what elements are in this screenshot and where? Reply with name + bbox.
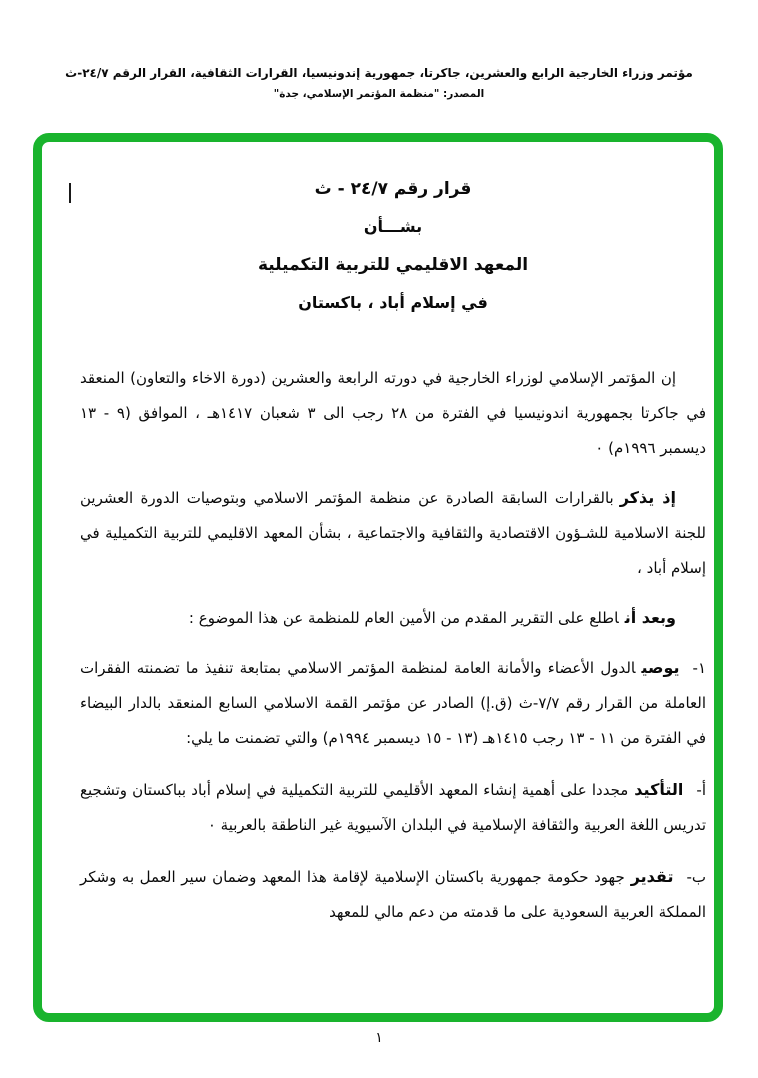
paragraph-lead: إذ يذكر: [619, 488, 676, 507]
resolution-regarding: بشـــأن: [363, 217, 423, 236]
scan-artifact-mark: [69, 183, 71, 203]
item-lead: يوصي: [641, 658, 680, 677]
numbered-item-1: [80, 650, 706, 756]
recalling-paragraph: [80, 480, 706, 586]
header-source-line: المصدر: "منظمة المؤتمر الإسلامي، جدة": [273, 88, 485, 100]
header-conference-line: مؤتمر وزراء الخارجية الرابع والعشرين، جاكرتا، جمهورية إندونيسيا، القرارات الثقافية، القرار الرقم ٢٤/٧-ث: [65, 66, 693, 80]
item-marker: ١-: [692, 659, 706, 677]
resolution-title: [80, 170, 706, 322]
resolution-subject: المعهد الاقليمي للتربية التكميلية: [257, 255, 529, 275]
item-text: مجددا على أهمية إنشاء المعهد الأقليمي للتربية التكميلية في إسلام أباد بباكستان وتشجيع تدريس اللغة العربية والثقافة الإسلامية في البلدان الآسيوية غير الناطقة بالعربية ٠: [80, 781, 706, 834]
document-header: [28, 66, 730, 100]
paragraph-lead: وبعد أن: [624, 608, 676, 627]
paragraph-text: إن المؤتمر الإسلامي لوزراء الخارجية في دورته الرابعة والعشرين (دورة الاخاء والتعاون) المنعقد في جاكرتا بجمهورية اندونيسيا في الفترة من ٢٨ رجب الى ٣ شعبان ١٤١٧هـ ، الموافق (٩ - ١٣ ديسمبر ١٩٩٦م) ٠: [80, 369, 706, 457]
document-body: [80, 170, 706, 946]
sub-item-b: [80, 859, 706, 930]
paragraph-text: اطلع على التقرير المقدم من الأمين العام للمنظمة عن هذا الموضوع :: [188, 609, 619, 627]
item-marker: أ-: [696, 781, 706, 799]
sub-item-a: [80, 772, 706, 843]
item-lead: تقدير: [630, 867, 674, 886]
item-text: الدول الأعضاء والأمانة العامة لمنظمة المؤتمر الاسلامي بمتابعة تنفيذ ما تضمنته الفقرات العاملة من القرار رقم ٧/٧-ث (ق.إ) الصادر عن مؤتمر القمة الاسلامي السابع المنعقد بالدار البيضاء في الفترة من ١١ - ١٣ رجب ١٤١٥هـ (١٣ - ١٥ ديسمبر ١٩٩٤م) والتي تضمنت ما يلي:: [80, 659, 706, 747]
paragraph-text: بالقرارات السابقة الصادرة عن منظمة المؤتمر الاسلامي وبتوصيات الدورة العشرين للجنة الاسلامية للشـؤون الاقتصادية والثقافية والاجتماعية ، بشأن المعهد الاقليمي للتربية التكميلية في إسلام أباد ،: [80, 489, 706, 577]
resolution-location: في إسلام أباد ، باكستان: [298, 293, 488, 312]
item-text: جهود حكومة جمهورية باكستان الإسلامية لإقامة هذا المعهد وضمان سير العمل به وشكر المملكة العربية السعودية على ما قدمته من دعم مالي للمعهد: [80, 868, 706, 921]
page-number: ١: [375, 1030, 383, 1046]
resolution-number: قرار رقم ٢٤/٧ - ث: [314, 179, 472, 199]
item-marker: ب-: [686, 868, 706, 886]
preamble-paragraph: [80, 360, 706, 466]
having-reviewed-paragraph: [80, 600, 706, 636]
item-lead: التأكيد: [634, 780, 684, 799]
